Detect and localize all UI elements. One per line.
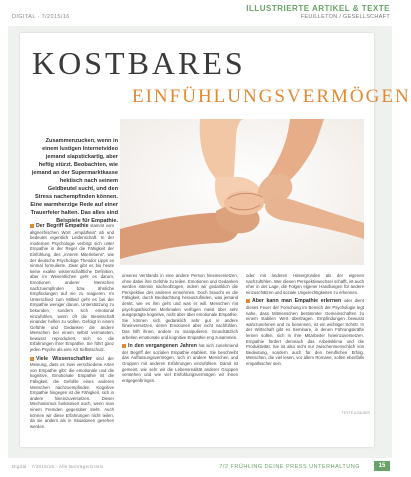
header-right [246, 4, 390, 20]
column-2 [122, 273, 238, 383]
issue-label: DIGITAL · 7/2015/16 [12, 14, 70, 20]
column2-paragraph-2: hat sich zunehmend der Begriff der sozialen Empathie etabliert. Sie beschreibt das Auffassungsvermögen, sich in andere Menschen und Gruppen mit anderen Erfahrungen einzufühlen. Damit ist gemeint, wie sehr wir die Lebensrealität anderer Gruppen verstehen und wie viel Einfühlungsvermögen wir ihnen entgegenbringen. [122, 343, 238, 383]
bullet-marker [122, 344, 126, 348]
column3-paragraph-1: oder mit anderen Hintergründen als der eigenen nachzufühlen. Wer diesen Perspektivwechsel schafft, ist auch eher in der Lage, die Folgen eigener Handlungen für andere einzuschätzen und soziale Ungerechtigkeiten zu erkennen. [246, 273, 364, 295]
bullet-marker [246, 299, 250, 303]
page-number: 15 [374, 461, 390, 471]
column1-subheading-2: Viele Wissenschaftler [36, 355, 92, 362]
article-subtitle: EINFÜHLUNGSVERMÖGEN [132, 86, 411, 107]
footer-right: 7/2 FRÜHLING DEINE PRESS UNTERHALTUNG [219, 464, 360, 470]
article-card [20, 33, 411, 447]
column-3 [246, 273, 364, 367]
section-subtitle: FEUILLETON / GESELLSCHAFT [300, 14, 390, 20]
copyright-label: TEXTE & BILDER [341, 411, 370, 415]
column3-subheading: Aber kann man Empathie erlernen [252, 298, 342, 305]
section-title: ILLUSTRIERTE ARTIKEL & TEXTE [246, 4, 390, 13]
column2-paragraph-1: unseres Verstands in eine andere Person hineinversetzen, ohne dabei ihre Gefühle zu teilen. Emotionen und Gedanken werden intensiv nachvollzogen, indem wir gedanklich die Perspektive des anderen einnehmen. Doch braucht es die Fähigkeit, durch Beobachtung herauszufinden, was jemand denkt, wie es ihm geht und was er will. Menschen mit psychopathischen Merkmalen verfügen meist über sehr ausgeprägte kognitive, nicht aber über emotionale Empathie. Sie können sich gedanklich sehr gut in andere hineinversetzen, deren Emotionen aber nicht nachfühlen. Das hilft ihnen, andere zu manipulieren. Grundsätzlich arbeiten emotionale und kognitive Empathie eng zusammen. [122, 273, 238, 340]
bullet-marker [30, 357, 34, 361]
hands-illustration [120, 119, 364, 265]
footer-left: Digital · 7/2015/16 · Alle Beiträge/Gratis [12, 464, 104, 469]
article-title: KOSTBARES [32, 45, 246, 81]
column3-paragraph-2: oder dient dieses Feuer der Forschung im Bereich der Psychologie legt nahe, dass Mitmenschen bestimmter Gemeinschaften zu einem stabilen Wert übertragen. Empfindungen bewusst wahrzunehmen und zu benennen, ist ein wichtiger Schritt. In der Wirtschaft gibt es Seminare, in denen Führungskräfte lernen sollen, sich in ihre Mitarbeiter hineinzuversetzen. Empathie fördert demnach das Arbeitsklima und die Produktivität. Sie ist also nicht nur zwischenmenschlich von Bedeutung, sondern auch für den beruflichen Erfolg. Menschen, die viel lesen, vor allem Romane, sollen ebenfalls empathischer sein. [246, 298, 364, 366]
column2-subheading: In den vergangenen Jahren [128, 343, 197, 350]
article-lead: Zusammenzucken, wenn in einem lustigen Internetvideo jemand slapstickartig, aber heftig stürzt. Beobachten, wie jemand an der Supermarktkasse hektisch nach seinem Geldbeutel sucht, und den Stress nachempfinden können. Eine warmherzige Rede auf einer Trauerfeier halten. Das alles sind Beispiele für Empathie. [30, 138, 118, 224]
hands-photo [120, 119, 364, 265]
column1-subheading-1: Der Begriff Empathie [36, 223, 89, 229]
column-1 [30, 223, 114, 429]
column1-paragraph-2: sind der Meinung, dass es zwei verschiedene Arten von Empathie gibt: die emotionale und die kognitive. Emotionale Empathie ist die Fähigkeit, die Gefühle eines anderen Menschen nachzuempfinden. Kognitive Empathie hingegen ist die Fähigkeit, sich in andere hineinzuversetzen. Dieser Mechanismus funktioniert auch, wenn man einem Fremden gegenüber steht. Auch können wir diese Erfahrungen nicht teilen, da sie anders als in Situationen gesehen werden. [30, 355, 114, 429]
bullet-marker [30, 224, 34, 228]
column1-paragraph-1: stammt vom altgriechischen Wort „empátheia“ ab und bedeutet eigentlich Leidenschaft. In der modernen Psychologie verbirgt sich unter Empathie in der Regel die Fähigkeit der Einfühlung, des „inneren Miterlebens“, wie der deutsche Psychologe Theodor Lipps es einmal formulierte. Zwar gibt es bis heute keine exakte wissenschaftliche Definition, aber im Wesentlichen geht es darum, Emotionen anderer Menschen nachzuempfinden bzw. ähnliche Empfindungen auf sie zu reagieren. Im Unterschied zum Mitleid geht es bei der Empathie weniger darum, Unterstützung zu bekunden, sondern sich emotional einzufühlen, wenn oft die Bereitschaft einander helfen zu wollen. Gefolgt in einem Gefühle und Gedanken die andere Menschen bei einem selbst vermuteten, bewusst reproduziert, sich so die Erfahrungen ihrer Empathie. Sie führt ganz jeden Psyche als eine Art Selbstschutz. [30, 223, 114, 353]
